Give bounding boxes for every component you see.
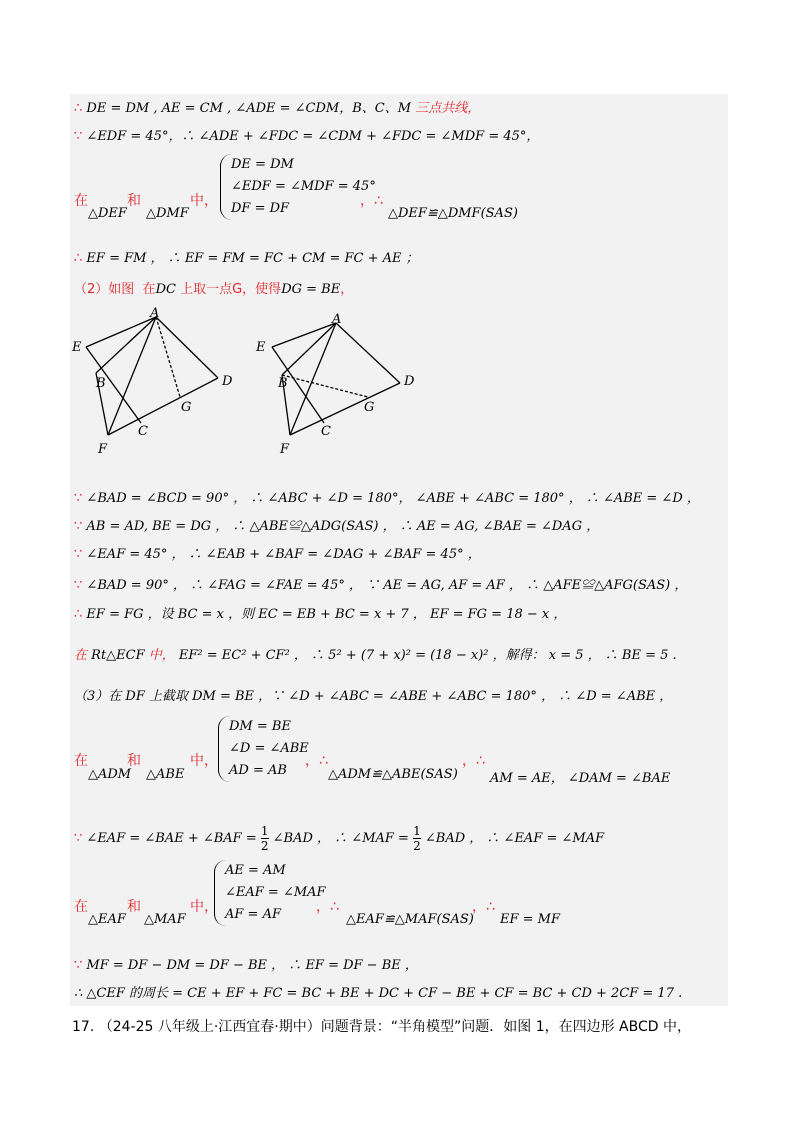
- triangle-abe: △ABE: [146, 767, 185, 782]
- fraction-half-1: $\frac{1}{2}$: [260, 824, 269, 853]
- p2-line5: ∴ EF = FG ，设 BC = x ，则 EC = EB + BC = x + 7 ， EF = FG = 18 − x ，: [74, 607, 567, 622]
- system-3: AE = AM ∠EAF = ∠MAF AF = AF: [214, 860, 326, 926]
- label-b-right: B: [278, 376, 288, 391]
- figure-right: [272, 323, 400, 435]
- label-e-left: E: [72, 340, 82, 355]
- label-d-right: D: [404, 374, 415, 389]
- label-zhong-2: 中，: [190, 753, 218, 769]
- p3-line3: ∵ ∠EAF = ∠BAE + ∠BAF = $\frac{1}{2}$ ∠BAD ， ∴ ∠MAF = $\frac{1}{2}$ ∠BAD ， ∴ ∠EAF = ∠MAF: [74, 824, 605, 853]
- triangle-maf: △MAF: [144, 912, 186, 927]
- label-f-right: F: [280, 442, 290, 457]
- p1-line2: ∵ ∠EDF = 45°，∴ ∠ADE + ∠FDC = ∠CDM + ∠FDC = ∠MDF = 45°，: [74, 129, 540, 144]
- therefore-4: ，∴: [316, 899, 339, 915]
- system-1: DE = DM ∠EDF = ∠MDF = 45° DF = DF: [220, 154, 376, 220]
- conclusion-1: △DEF≌△DMF(SAS): [388, 206, 518, 221]
- p2-line6: 在 Rt△ECF 中， EF² = EC² + CF² ， ∴ 5² + (7 + x)² = (18 − x)² ，解得： x = 5 ， ∴ BE = 5 .: [74, 648, 677, 663]
- label-he-3: 和: [127, 899, 141, 915]
- label-e-right: E: [256, 340, 266, 355]
- p1-line1: ∴ DE = DM , AE = CM , ∠ADE = ∠CDM，B、C、M 三点共线，: [74, 101, 481, 116]
- label-he-2: 和: [127, 753, 141, 769]
- p2-heading: （2）如图 在DC 上取一点G，使得DG = BE，: [74, 282, 354, 297]
- therefore-3: ，∴: [462, 753, 485, 769]
- label-d-left: D: [222, 374, 233, 389]
- therefore-1: ，∴: [360, 193, 383, 209]
- label-c-left: C: [138, 424, 148, 439]
- p2-line2: ∵ AB = AD, BE = DG ， ∴ △ABE≌△ADG(SAS) ， ∴ AE = AG, ∠BAE = ∠DAG ，: [74, 519, 600, 534]
- label-b-left: B: [96, 376, 106, 391]
- label-c-right: C: [321, 424, 331, 439]
- conclusion-2a: △ADM≌△ABE(SAS): [328, 767, 458, 782]
- label-a-left: A: [150, 306, 160, 321]
- geometry-figures: [68, 305, 428, 465]
- question-17: 17. （24-25 八年级上·江西宜春·期中）问题背景：“半角模型”问题．如图 1，在四边形 ABCD 中，: [72, 1019, 691, 1035]
- label-g-right: G: [364, 400, 375, 415]
- p2-line1: ∵ ∠BAD = ∠BCD = 90° ， ∴ ∠ABC + ∠D = 180°， ∠ABE + ∠ABC = 180° ， ∴ ∠ABE = ∠D ，: [74, 491, 700, 506]
- triangle-eaf: △EAF: [88, 912, 126, 927]
- p1-line4: ∴ EF = FM ， ∴ EF = FM = FC + CM = FC + AE ；: [74, 251, 419, 266]
- p3-line1: （3）在 DF 上截取 DM = BE ，∵ ∠D + ∠ABC = ∠ABE + ∠ABC = 180° ， ∴ ∠D = ∠ABE ，: [74, 689, 673, 704]
- triangle-def: △DEF: [88, 206, 127, 221]
- label-zai-3: 在: [74, 899, 88, 915]
- p2-line3: ∵ ∠EAF = 45° ， ∴ ∠EAB + ∠BAF = ∠DAG + ∠BAF = 45° ，: [74, 547, 481, 562]
- therefore-5: ，∴: [472, 899, 495, 915]
- label-he-1: 和: [127, 193, 141, 209]
- label-zhong-1: 中，: [190, 193, 218, 209]
- p3-line6: ∴ △CEF 的周长 = CE + EF + FC = BC + BE + DC + CF − BE + CF = BC + CD + 2CF = 17 .: [74, 986, 683, 1001]
- label-zai-1: 在: [74, 193, 88, 209]
- label-a-right: A: [332, 312, 342, 327]
- fraction-half-2: $\frac{1}{2}$: [413, 824, 421, 853]
- system-2: DM = BE ∠D = ∠ABE AD = AB: [218, 716, 309, 782]
- label-g-left: G: [181, 400, 192, 415]
- label-zhong-3: 中，: [190, 899, 218, 915]
- p2-line4: ∵ ∠BAD = 90° ， ∴ ∠FAG = ∠FAE = 45° ， ∵ AE = AG, AF = AF ， ∴ △AFE≌△AFG(SAS) ，: [74, 578, 688, 593]
- triangle-adm: △ADM: [88, 767, 132, 782]
- figure-left: [86, 317, 218, 435]
- p3-line5: ∵ MF = DF − DM = DF − BE ， ∴ EF = DF − BE ，: [74, 958, 418, 973]
- conclusion-3a: △EAF≌△MAF(SAS): [346, 912, 474, 927]
- conclusion-3b: EF = MF: [500, 912, 560, 927]
- label-zai-2: 在: [74, 753, 88, 769]
- triangle-dmf: △DMF: [146, 206, 189, 221]
- label-f-left: F: [98, 442, 108, 457]
- therefore-2: ，∴: [305, 753, 328, 769]
- conclusion-2b: AM = AE， ∠DAM = ∠BAE: [490, 771, 671, 786]
